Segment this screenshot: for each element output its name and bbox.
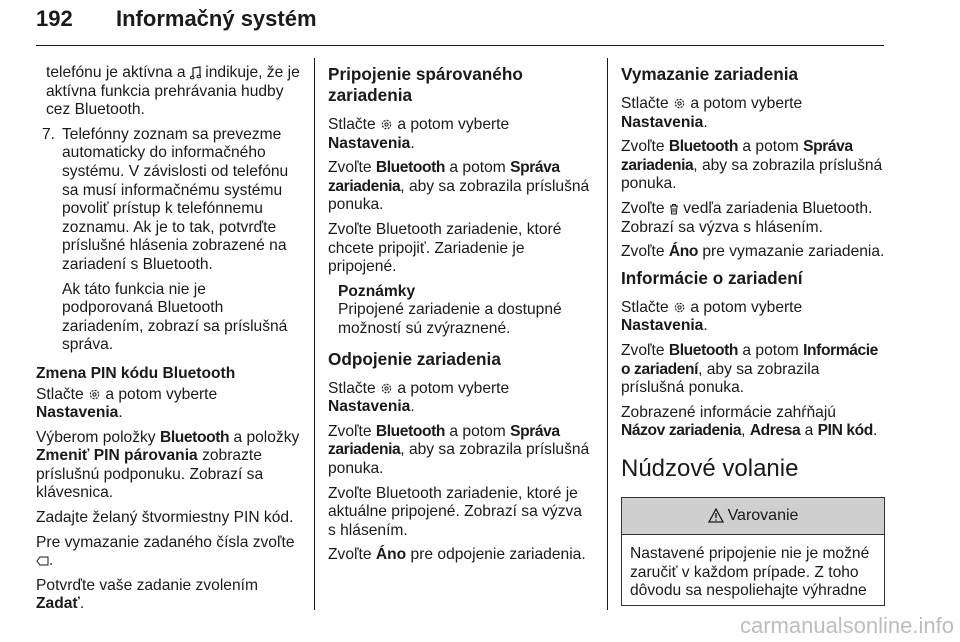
gear-icon — [380, 382, 393, 395]
list-item-7: 7. Telefónny zoznam sa prevezme automaticky do informačného systému. V závislosti od telefónu sa musí informačnému systému povoliť prístup k telefónnemu zoznamu. Ak je to tak, potvrďte príslušné hlásenia zobrazené na zariadení s Bluetooth. — [42, 125, 289, 273]
paragraph: Zvoľte Bluetooth zariadenie, ktoré je aktuálne pripojené. Zobrazí sa výzva s hlásením. — [328, 484, 582, 539]
paragraph: Zobrazené informácie zahŕňajú Názov zariadenia, Adresa a PIN kód. — [621, 403, 878, 440]
note-box — [328, 283, 593, 339]
backspace-icon — [36, 556, 49, 566]
page-title: Informačný systém — [116, 6, 317, 31]
gear-icon — [673, 97, 686, 110]
paragraph: Stlačte a potom vyberte Nastavenia. — [36, 385, 218, 422]
paragraph: Zadajte želaný štvormiestny PIN kód. — [36, 509, 294, 527]
warning-box — [621, 497, 885, 606]
watermark: carmanualsonline.info — [739, 613, 954, 638]
column-2 — [328, 64, 593, 571]
paragraph: Zvoľte Bluetooth a potom Správa zariadenia, aby sa zobrazila príslušná ponuka. — [328, 422, 590, 477]
paragraph: Stlačte a potom vyberte Nastavenia. — [328, 116, 510, 152]
note-title: Poznámky — [338, 282, 416, 300]
section-heading-pair: Pripojenie spárovaného zariadenia — [328, 64, 523, 105]
page-header — [36, 6, 884, 46]
gear-icon — [380, 118, 393, 131]
paragraph: Pre vymazanie zadaného čísla zvoľte . — [36, 533, 295, 570]
paragraph: Zvoľte Áno pre vymazanie zariadenia. — [621, 243, 885, 261]
warning-triangle-icon — [708, 508, 724, 523]
section-heading-info: Informácie o zariadení — [621, 267, 803, 288]
section-heading-delete: Vymazanie zariadenia — [621, 64, 799, 84]
warning-text: Nastavené pripojenie nie je možné zaručiť v každom prípade. Z toho dôvodu sa nespoliehajte výhradne — [630, 544, 870, 600]
warning-header — [622, 498, 884, 535]
paragraph: Stlačte a potom vyberte Nastavenia. — [328, 379, 510, 416]
gear-icon — [673, 301, 686, 314]
warning-title: Varovanie — [727, 506, 799, 524]
list-item-7-note: Ak táto funkcia nie je podporovaná Bluetooth zariadením, zobrazí sa príslušná správa. — [62, 280, 288, 354]
paragraph: Potvrďte vaše zadanie zvolením Zadať. — [36, 576, 258, 613]
note-text: Pripojené zariadenie a dostupné možností sú zvýraznené. — [338, 301, 562, 337]
paragraph: Zvoľte Bluetooth a potom Správa zariadenia, aby sa zobrazila príslušná ponuka. — [328, 159, 590, 214]
gear-icon — [88, 388, 101, 401]
column-divider-2 — [607, 58, 608, 610]
column-divider-1 — [314, 58, 315, 610]
intro-paragraph: telefónu je aktívna a indikuje, že je aktívna funkcia prehrávania hudby cez Bluetooth. — [46, 64, 300, 119]
paragraph: Stlačte a potom vyberte Nastavenia. — [621, 95, 803, 131]
page-number: 192 — [36, 6, 73, 31]
paragraph: Výberom položky Bluetooth a položky Zmeniť PIN párovania zobrazte príslušnú podponuku. Zobrazí sa klávesnica. — [36, 428, 300, 502]
section-heading-disconnect: Odpojenie zariadenia — [328, 348, 501, 369]
paragraph: Zvoľte Bluetooth a potom Informácie o zariadení, aby sa zobrazila príslušná ponuka. — [621, 341, 878, 397]
trash-icon — [669, 203, 679, 215]
section-heading-pin: Zmena PIN kódu Bluetooth — [36, 364, 236, 382]
paragraph: Zvoľte vedľa zariadenia Bluetooth. Zobrazí sa výzva s hlásením. — [621, 199, 873, 236]
paragraph: Zvoľte Bluetooth zariadenie, ktoré chcete pripojiť. Zariadenie je pripojené. — [328, 220, 562, 276]
section-heading-emergency: Núdzové volanie — [621, 454, 799, 482]
paragraph: Zvoľte Bluetooth a potom Správa zariadenia, aby sa zobrazila príslušná ponuka. — [621, 138, 883, 193]
paragraph: Stlačte a potom vyberte Nastavenia. — [621, 298, 803, 335]
header-rule — [36, 45, 884, 46]
column-1 — [36, 64, 301, 620]
paragraph: Zvoľte Áno pre odpojenie zariadenia. — [328, 546, 586, 564]
music-note-icon — [190, 66, 201, 80]
column-3 — [621, 64, 885, 606]
